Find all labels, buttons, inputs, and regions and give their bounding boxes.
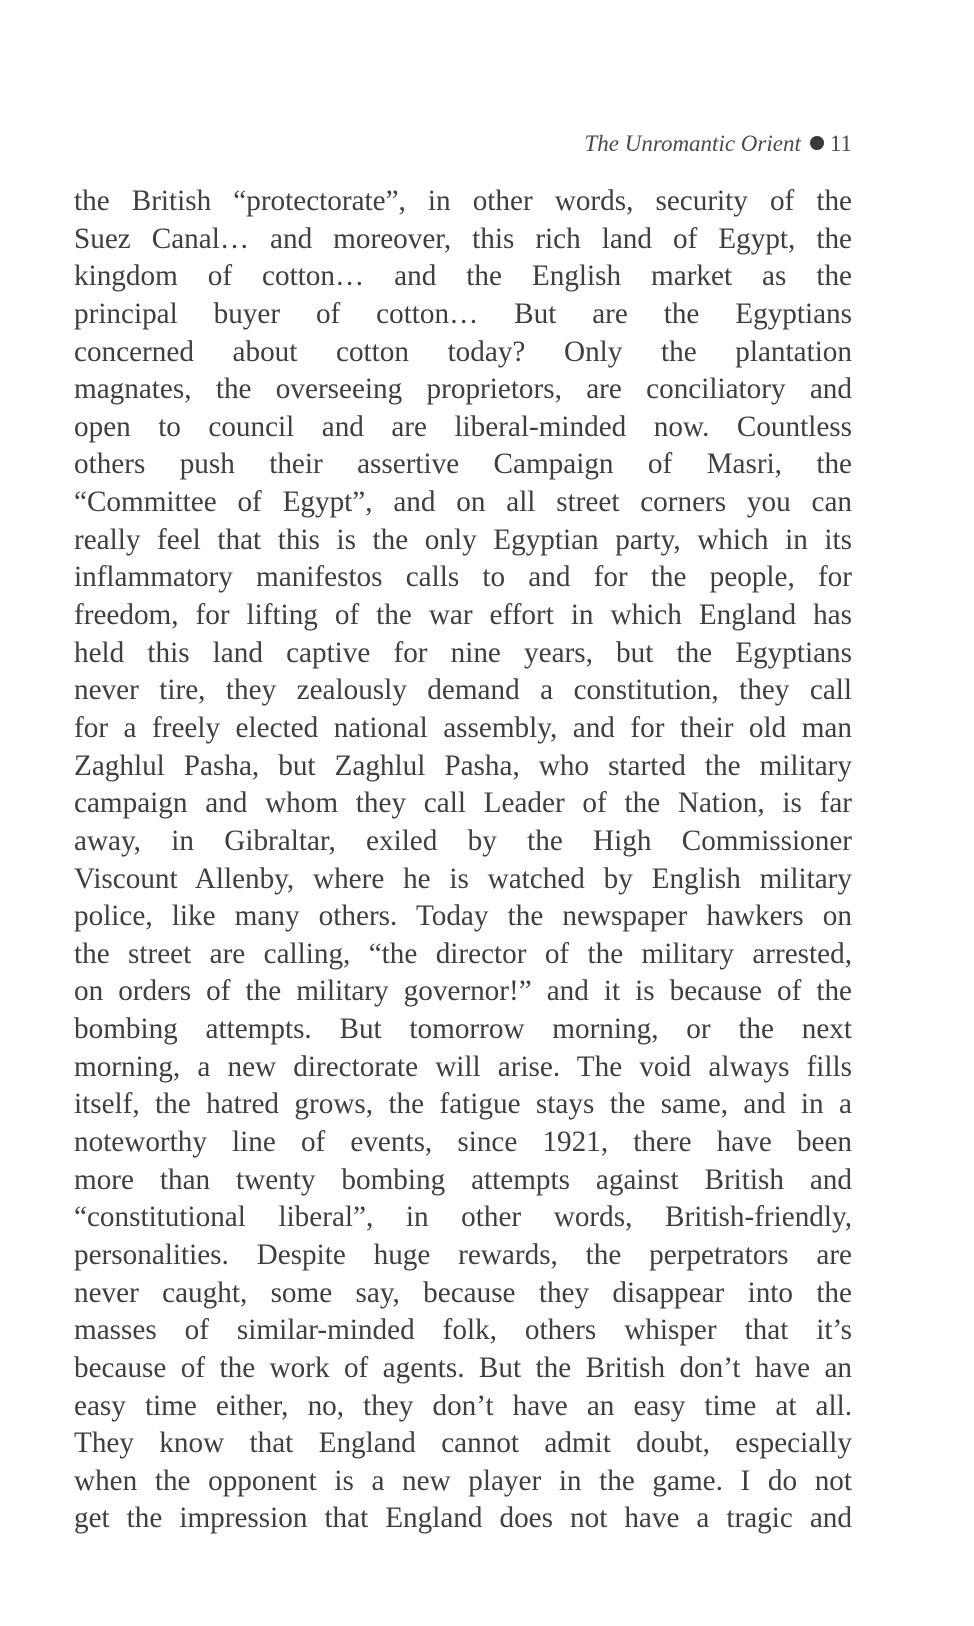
text-line: concerned about cotton today? Only the plantation <box>74 335 852 368</box>
bullet-dot-icon <box>810 136 824 150</box>
text-line: Suez Canal… and moreover, this rich land of Egypt, the <box>74 222 852 255</box>
text-line: magnates, the overseeing proprietors, are conciliatory and <box>74 373 852 406</box>
text-line: because of the work of agents. But the British don’t have an <box>74 1351 852 1384</box>
text-line: never caught, some say, because they disappear into the <box>74 1276 852 1309</box>
text-line: noteworthy line of events, since 1921, there have been <box>74 1126 852 1159</box>
text-line: open to council and are liberal-minded now. Countless <box>74 410 852 443</box>
text-line: campaign and whom they call Leader of the Nation, is far <box>74 787 852 820</box>
text-line: Zaghlul Pasha, but Zaghlul Pasha, who started the military <box>74 749 852 782</box>
text-line: others push their assertive Campaign of Masri, the <box>74 448 852 481</box>
text-line: really feel that this is the only Egyptian party, which in its <box>74 523 852 556</box>
text-line: when the opponent is a new player in the game. I do not <box>74 1464 852 1497</box>
text-line: “constitutional liberal”, in other words, British-friendly, <box>74 1201 852 1234</box>
body-paragraph <box>74 183 852 1538</box>
text-line: masses of similar-minded folk, others whisper that it’s <box>74 1314 852 1347</box>
text-line: kingdom of cotton… and the English market as the <box>74 260 852 293</box>
text-line: easy time either, no, they don’t have an easy time at all. <box>74 1389 852 1422</box>
text-line: on orders of the military governor!” and it is because of the <box>74 975 852 1008</box>
text-line: personalities. Despite huge rewards, the perpetrators are <box>74 1238 852 1271</box>
text-line: “Committee of Egypt”, and on all street corners you can <box>74 486 852 519</box>
text-line: They know that England cannot admit doubt, especially <box>74 1427 852 1460</box>
text-line: morning, a new directorate will arise. The void always fills <box>74 1050 852 1083</box>
page-number: 11 <box>829 131 852 156</box>
text-line: held this land captive for nine years, but the Egyptians <box>74 636 852 669</box>
text-line: more than twenty bombing attempts against British and <box>74 1163 852 1196</box>
text-line: bombing attempts. But tomorrow morning, or the next <box>74 1013 852 1046</box>
running-title: The Unromantic Orient <box>584 131 801 156</box>
text-line: Viscount Allenby, where he is watched by English military <box>74 862 852 895</box>
text-line: inflammatory manifestos calls to and for the people, for <box>74 561 852 594</box>
text-line: the British “protectorate”, in other words, security of the <box>74 185 852 217</box>
text-line: for a freely elected national assembly, and for their old man <box>74 711 852 744</box>
running-header <box>584 129 852 159</box>
text-line: the street are calling, “the director of the military arrested, <box>74 937 852 970</box>
text-line: away, in Gibraltar, exiled by the High Commissioner <box>74 824 852 857</box>
text-line: never tire, they zealously demand a constitution, they call <box>74 674 852 707</box>
text-line: police, like many others. Today the newspaper hawkers on <box>74 900 852 933</box>
text-line: principal buyer of cotton… But are the Egyptians <box>74 297 853 330</box>
text-line: itself, the hatred grows, the fatigue stays the same, and in a <box>74 1088 852 1121</box>
text-line: get the impression that England does not have a tragic and <box>74 1502 852 1535</box>
text-line: freedom, for lifting of the war effort in which England has <box>74 599 852 632</box>
